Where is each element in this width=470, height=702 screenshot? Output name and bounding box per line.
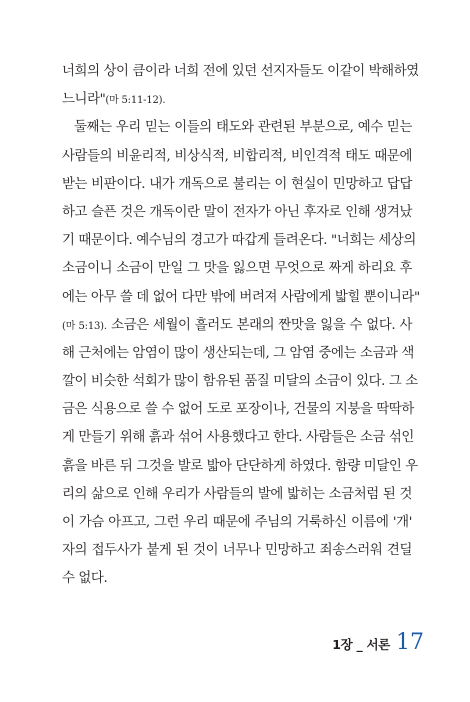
page-footer [332,630,424,655]
text-line: 수 없다. [62,571,108,587]
text-line: 흙을 바른 뒤 그것을 발로 밟아 단단하게 하였다. 함량 미달인 우 [62,458,418,474]
text-line: 리의 삶으로 인해 우리가 사람들의 발에 밟히는 소금처럼 된 것 [62,486,412,502]
text-line: 기 때문이다. 예수님의 경고가 따갑게 들려온다. "너희는 세상의 [62,233,416,249]
text-line: 소금이니 소금이 만일 그 맛을 잃으면 무엇으로 짜게 하리요 후 [62,261,412,277]
text-line: 너희의 상이 큼이라 너희 전에 있던 선지자들도 이같이 박해하였 [62,64,419,79]
text-line: 느니라"(마 5:11-12). [62,92,166,108]
chapter-label: 1장 _ 서론 [332,637,390,652]
text-line: 에는 아무 쓸 데 없어 다만 밖에 버려져 사람에게 밟힐 뿐이니라" [62,289,420,305]
text-line: 금은 식용으로 쓸 수 없어 도로 포장이나, 건물의 지붕을 딱딱하 [62,402,414,418]
scripture-reference: (마 5:11-12). [105,95,166,107]
text-line: 받는 비판이다. 내가 개독으로 불리는 이 현실이 민망하고 답답 [62,176,412,192]
paragraph-start-line: 둘째는 우리 믿는 이들의 태도와 관련된 부분으로, 예수 믿는 [74,120,412,136]
body-text [62,58,420,594]
text-line: 하고 슬픈 것은 개독이란 말이 전자가 아닌 후자로 인해 생겨났 [62,204,412,220]
text-line: 깔이 비슷한 석회가 많이 함유된 품질 미달의 소금이 있다. 그 소 [62,374,418,390]
text-line: (마 5:13). 소금은 세월이 흘러도 본래의 짠맛을 잃을 수 없다. 사 [62,317,412,333]
text-line: 해 근처에는 암염이 많이 생산되는데, 그 암염 중에는 소금과 색 [62,345,414,361]
text-line: 게 만들기 위해 흙과 섞어 사용했다고 한다. 사람들은 소금 섞인 [62,430,414,446]
text-line: 이 가슴 아프고, 그런 우리 때문에 주님의 거룩하신 이름에 '개' [62,515,412,530]
text-line: 사람들의 비윤리적, 비상식적, 비합리적, 비인격적 태도 때문에 [62,148,412,164]
text-line: 자의 접두사가 붙게 된 것이 너무나 민망하고 죄송스러워 견딜 [62,543,412,559]
page-number: 17 [396,630,424,655]
scripture-reference: (마 5:13). [62,320,107,332]
